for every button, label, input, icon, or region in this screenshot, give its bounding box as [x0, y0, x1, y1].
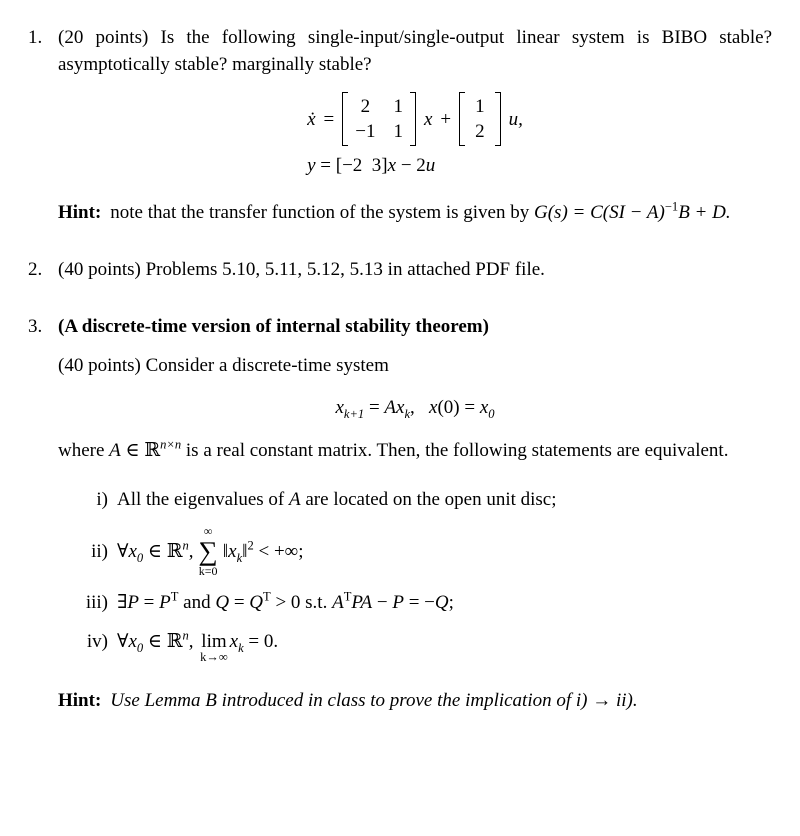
comma-separator: ,	[188, 631, 199, 653]
discrete-system-equation	[58, 393, 772, 423]
statement-ii	[58, 525, 772, 577]
equation-group	[307, 92, 523, 179]
problem-2-statement: (40 points) Problems 5.10, 5.11, 5.12, 5.13 in attached PDF file.	[58, 259, 545, 280]
norm-close: ‖	[242, 540, 248, 562]
equals-zero: = 0.	[243, 631, 279, 653]
element-of-reals: ∈ ℝ	[143, 631, 183, 653]
summation-symbol	[199, 525, 218, 577]
such-that-text: > 0 s.t.	[270, 592, 333, 614]
matrix-A	[342, 92, 416, 146]
norm-run	[223, 538, 304, 565]
minus-sign: −	[372, 592, 393, 614]
matrix-a12: 1	[393, 96, 403, 117]
statement-i	[58, 486, 772, 513]
hint-text: Use Lemma B introduced in class to prove the implication of i) → ii).	[110, 690, 638, 712]
sum-lower-limit: k=0	[198, 564, 218, 579]
dimension-superscript: n	[182, 538, 189, 553]
statement-i-part2: are located on the open unit disc;	[300, 489, 557, 510]
P-symbol: P	[159, 592, 171, 614]
lim-text: lim	[201, 631, 227, 653]
matrix-A-symbol: A	[109, 440, 121, 461]
subscript-0: 0	[488, 406, 495, 421]
limit-symbol	[200, 628, 228, 665]
x-symbol: x	[128, 631, 137, 653]
statement-iii	[58, 589, 772, 616]
problem-1	[28, 24, 772, 226]
hint-label: Hint:	[58, 690, 102, 712]
left-bracket	[459, 92, 465, 146]
transpose-exponent: T	[263, 590, 271, 605]
statement-iv	[58, 628, 772, 665]
state-vector-x: x	[387, 155, 397, 176]
problem-1-statement: (20 points) Is the following single-input/single-output linear system is BIBO stable? asymptotically stable? marginally stable?	[58, 27, 772, 75]
Q-symbol: Q	[249, 592, 264, 614]
subscript-k: k	[404, 406, 411, 421]
statement-i-part1: All the eigenvalues of	[117, 489, 290, 510]
matrix-A-symbol: A	[289, 489, 301, 510]
hint-label: Hint:	[58, 202, 102, 223]
where-text: where	[58, 440, 110, 461]
sigma-symbol: ∑	[198, 536, 218, 566]
problem-3-number: 3.	[28, 316, 43, 337]
PA-term: PA	[351, 592, 373, 614]
statement-i-text	[117, 486, 772, 513]
equals-sign: =	[364, 397, 385, 418]
vector-b2: 2	[475, 121, 485, 142]
P-symbol: P	[127, 592, 139, 614]
x-symbol: x	[228, 540, 237, 562]
problem-2-number: 2.	[28, 259, 43, 280]
statement-i-label: i)	[96, 489, 108, 510]
subscript-k-plus-1: k+1	[343, 406, 365, 421]
initial-condition: (0) =	[437, 397, 480, 418]
x-symbol: x	[335, 397, 344, 418]
problem-3	[28, 313, 772, 714]
left-bracket	[342, 92, 348, 146]
Q-symbol: Q	[434, 592, 449, 614]
transfer-function-tail: B + D.	[678, 202, 731, 223]
norm-open: ‖	[222, 540, 229, 562]
problem-3-intro: (40 points) Consider a discrete-time system	[58, 355, 389, 376]
problem-1-equations	[58, 92, 772, 179]
statement-iii-label: iii)	[85, 592, 108, 614]
equals-sign: =	[138, 592, 160, 614]
problem-3-title: (A discrete-time version of internal stability theorem)	[58, 316, 489, 337]
where-tail: is a real constant matrix. Then, the following statements are equivalent.	[181, 440, 729, 461]
dimension-superscript: n	[182, 629, 189, 644]
problem-3-body	[58, 313, 772, 714]
element-of-reals: ∈ ℝ	[120, 440, 161, 461]
matrix-a21: −1	[355, 121, 376, 142]
quantifier-run	[117, 538, 194, 565]
and-text: and	[178, 592, 216, 614]
statement-ii-label: ii)	[91, 540, 108, 562]
sum-upper-limit: ∞	[203, 524, 213, 538]
finite-sum-condition: < +∞;	[253, 540, 304, 562]
inverse-exponent: −1	[664, 199, 679, 214]
equals-sign: =	[315, 155, 336, 176]
Ax-term: Ax	[384, 397, 405, 418]
matrix-a11: 2	[360, 96, 371, 117]
vector-b1: 1	[475, 96, 485, 117]
input-u: u	[425, 155, 436, 176]
subscript-0: 0	[136, 550, 144, 565]
matrix-C: [−2 3]	[335, 155, 388, 176]
transpose-exponent: T	[170, 590, 179, 605]
output-y: y	[307, 155, 316, 176]
matrix-A-cells	[353, 92, 405, 146]
exists-symbol: ∃	[117, 592, 128, 614]
x-symbol: x	[479, 397, 489, 418]
subscript-k: k	[236, 550, 243, 565]
statement-list	[58, 486, 772, 665]
element-of-reals: ∈ ℝ	[143, 540, 183, 562]
state-vector-x: x	[423, 108, 433, 130]
Q-symbol: Q	[215, 592, 230, 614]
xdot-symbol: ẋ	[307, 108, 316, 130]
P-symbol: P	[392, 592, 404, 614]
subscript-0: 0	[136, 641, 144, 656]
problem-2	[28, 256, 772, 283]
equals-minus: = −	[403, 592, 435, 614]
x-symbol: x	[128, 540, 137, 562]
squared-exponent: 2	[247, 538, 254, 553]
x-symbol: x	[429, 397, 438, 418]
forall-symbol: ∀	[117, 540, 129, 562]
semicolon: ;	[448, 592, 454, 614]
dimension-superscript: n×n	[160, 437, 182, 452]
A-symbol: A	[332, 592, 344, 614]
comma-separator: ,	[410, 397, 430, 418]
transpose-exponent: T	[343, 590, 352, 605]
vector-B-cells	[470, 92, 490, 146]
problem-1-number: 1.	[28, 27, 43, 48]
statement-ii-formula	[117, 525, 772, 577]
limit-subscript: k→∞	[200, 650, 228, 665]
right-bracket	[495, 92, 501, 146]
transfer-function-formula: G(s) = C(SI − A)	[534, 202, 665, 223]
output-equation	[307, 152, 523, 179]
problem-2-body	[58, 256, 772, 283]
minus-2-term: − 2	[396, 155, 426, 176]
problem-1-body	[58, 24, 772, 226]
hint-text: note that the transfer function of the system is given by	[110, 202, 534, 223]
comma-separator: ,	[188, 540, 194, 562]
matrix-a22: 1	[393, 121, 403, 142]
problem-3-hint	[58, 687, 772, 714]
forall-symbol: ∀	[117, 631, 129, 653]
equals-sign: =	[323, 108, 335, 130]
x-symbol: x	[229, 631, 239, 653]
state-equation	[307, 92, 523, 146]
plus-sign: +	[440, 108, 452, 130]
subscript-k: k	[238, 641, 244, 656]
equals-sign: =	[229, 592, 250, 614]
problem-3-where	[58, 437, 772, 464]
statement-iv-label: iv)	[86, 631, 108, 653]
statement-iii-formula	[117, 589, 772, 616]
problem-1-hint	[58, 199, 772, 226]
input-u: u,	[508, 108, 523, 130]
statement-iv-formula	[117, 628, 772, 665]
vector-B	[459, 92, 501, 146]
right-bracket	[410, 92, 416, 146]
